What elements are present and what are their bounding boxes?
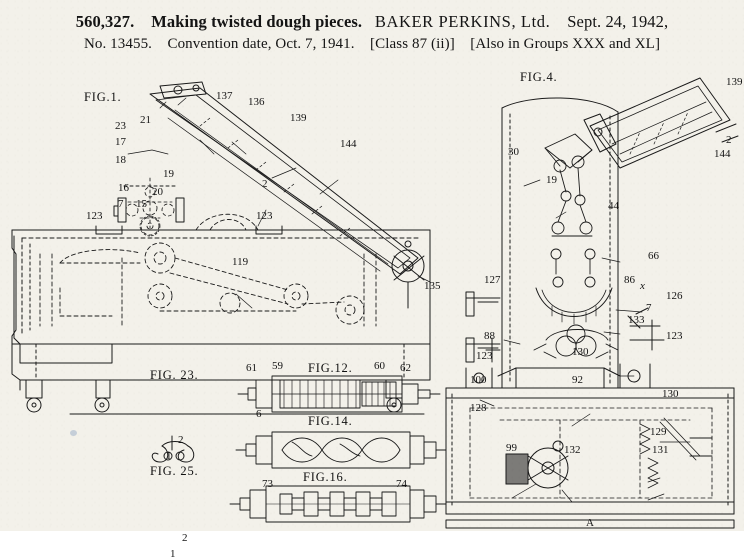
- ref-num-fig1-7: 7: [118, 198, 124, 210]
- ref-num-fig4-66: 66: [648, 250, 659, 262]
- patent-title: Making twisted dough pieces.: [151, 12, 363, 31]
- ref-num-fig4-88: 88: [484, 330, 495, 342]
- ref-num-fig4-139: 139: [726, 76, 743, 88]
- ref-num-fig1-139: 139: [290, 112, 307, 124]
- ref-num-fig4-130a: 130: [572, 346, 589, 358]
- ref-num-fig4-131: 131: [652, 444, 669, 456]
- ref-num-fig1-19: 19: [163, 168, 174, 180]
- ref-num-fig4-7: 7: [646, 302, 652, 314]
- ref-num-fig25-1: 1: [170, 548, 176, 560]
- applicant-name: BAKER PERKINS, Ltd.: [374, 12, 551, 31]
- ref-num-fig4-132: 132: [564, 444, 581, 456]
- patent-number: 560,327.: [75, 12, 135, 31]
- ref-num-fig4-86: 86: [624, 274, 635, 286]
- figure-label-fig23: FIG. 23.: [150, 368, 199, 382]
- classification: [Class 87 (ii)]: [370, 36, 455, 52]
- ref-num-fig4-130b: 130: [662, 388, 679, 400]
- ref-num-fig1-16: 16: [118, 182, 129, 194]
- ref-num-fig4-126: 126: [666, 290, 683, 302]
- ref-num-fig12-60: 60: [374, 360, 385, 372]
- ref-num-fig1-144: 144: [340, 138, 357, 150]
- ref-num-fig23-2: 2: [178, 434, 184, 446]
- ref-num-fig4-44: 44: [608, 200, 619, 212]
- ref-num-fig4-133: 133: [628, 314, 645, 326]
- ref-num-fig16-73: 73: [262, 478, 273, 490]
- filing-date: Sept. 24, 1942,: [567, 12, 669, 31]
- ref-num-fig1-15: 15: [136, 198, 147, 210]
- figure-label-fig1: FIG.1.: [84, 90, 122, 104]
- ref-num-fig4-92: 92: [572, 374, 583, 386]
- ref-num-fig4-A: A: [586, 517, 594, 529]
- ref-num-fig4-123b: 123: [666, 330, 683, 342]
- ref-num-fig16-74: 74: [396, 478, 407, 490]
- application-number: No. 13455.: [83, 36, 153, 52]
- ref-num-fig4-144: 144: [714, 148, 731, 160]
- ref-num-fig1-20: 20: [152, 186, 163, 198]
- figure-label-fig14: FIG.14.: [308, 414, 353, 428]
- ref-num-fig1-135: 135: [424, 280, 441, 292]
- groups: [Also in Groups XXX and XL]: [470, 36, 661, 52]
- ref-num-fig1-123b: 123: [256, 210, 273, 222]
- header-line-1: [0, 12, 744, 32]
- ref-num-fig4-x: x: [640, 280, 645, 292]
- ref-num-fig1-21: 21: [140, 114, 151, 126]
- ref-num-fig1-18: 18: [115, 154, 126, 166]
- ref-num-fig4-19: 19: [546, 174, 557, 186]
- ref-num-fig1-2: 2: [262, 178, 268, 190]
- ref-num-fig4-2: 2: [726, 134, 732, 146]
- header-line-2: [0, 34, 744, 54]
- ref-num-fig4-129: 129: [650, 426, 667, 438]
- ref-num-fig1-123a: 123: [86, 210, 103, 222]
- ref-num-fig4-100: 100: [470, 374, 487, 386]
- ref-num-fig12-59: 59: [272, 360, 283, 372]
- ref-num-fig12-6: 6: [256, 408, 262, 420]
- ref-num-fig4-127: 127: [484, 274, 501, 286]
- figure-label-fig16: FIG.16.: [303, 470, 348, 484]
- ref-num-fig12-61: 61: [246, 362, 257, 374]
- patent-drawings: [0, 58, 744, 560]
- figure-label-fig12: FIG.12.: [308, 361, 353, 375]
- ref-num-fig4-30: 30: [508, 146, 519, 158]
- ref-num-fig23-1: 1: [166, 450, 172, 462]
- figure-label-fig25: FIG. 25.: [150, 464, 199, 478]
- ref-num-fig12-62: 62: [400, 362, 411, 374]
- ref-num-fig4-99: 99: [506, 442, 517, 454]
- convention-date: Convention date, Oct. 7, 1941.: [167, 36, 355, 52]
- figure-label-fig4: FIG.4.: [520, 70, 558, 84]
- ref-num-fig1-23: 23: [115, 120, 126, 132]
- ref-num-fig25-2: 2: [182, 532, 188, 544]
- ref-num-fig1-136: 136: [248, 96, 265, 108]
- ref-num-fig1-137: 137: [216, 90, 233, 102]
- ref-num-fig1-119: 119: [232, 256, 249, 268]
- paper-blemish: [70, 430, 77, 436]
- ref-num-fig4-128: 128: [470, 402, 487, 414]
- ref-num-fig1-17: 17: [115, 136, 126, 148]
- ref-num-fig4-123a: 123: [476, 350, 493, 362]
- drawing-svg: [0, 58, 744, 531]
- page-header: [0, 0, 744, 54]
